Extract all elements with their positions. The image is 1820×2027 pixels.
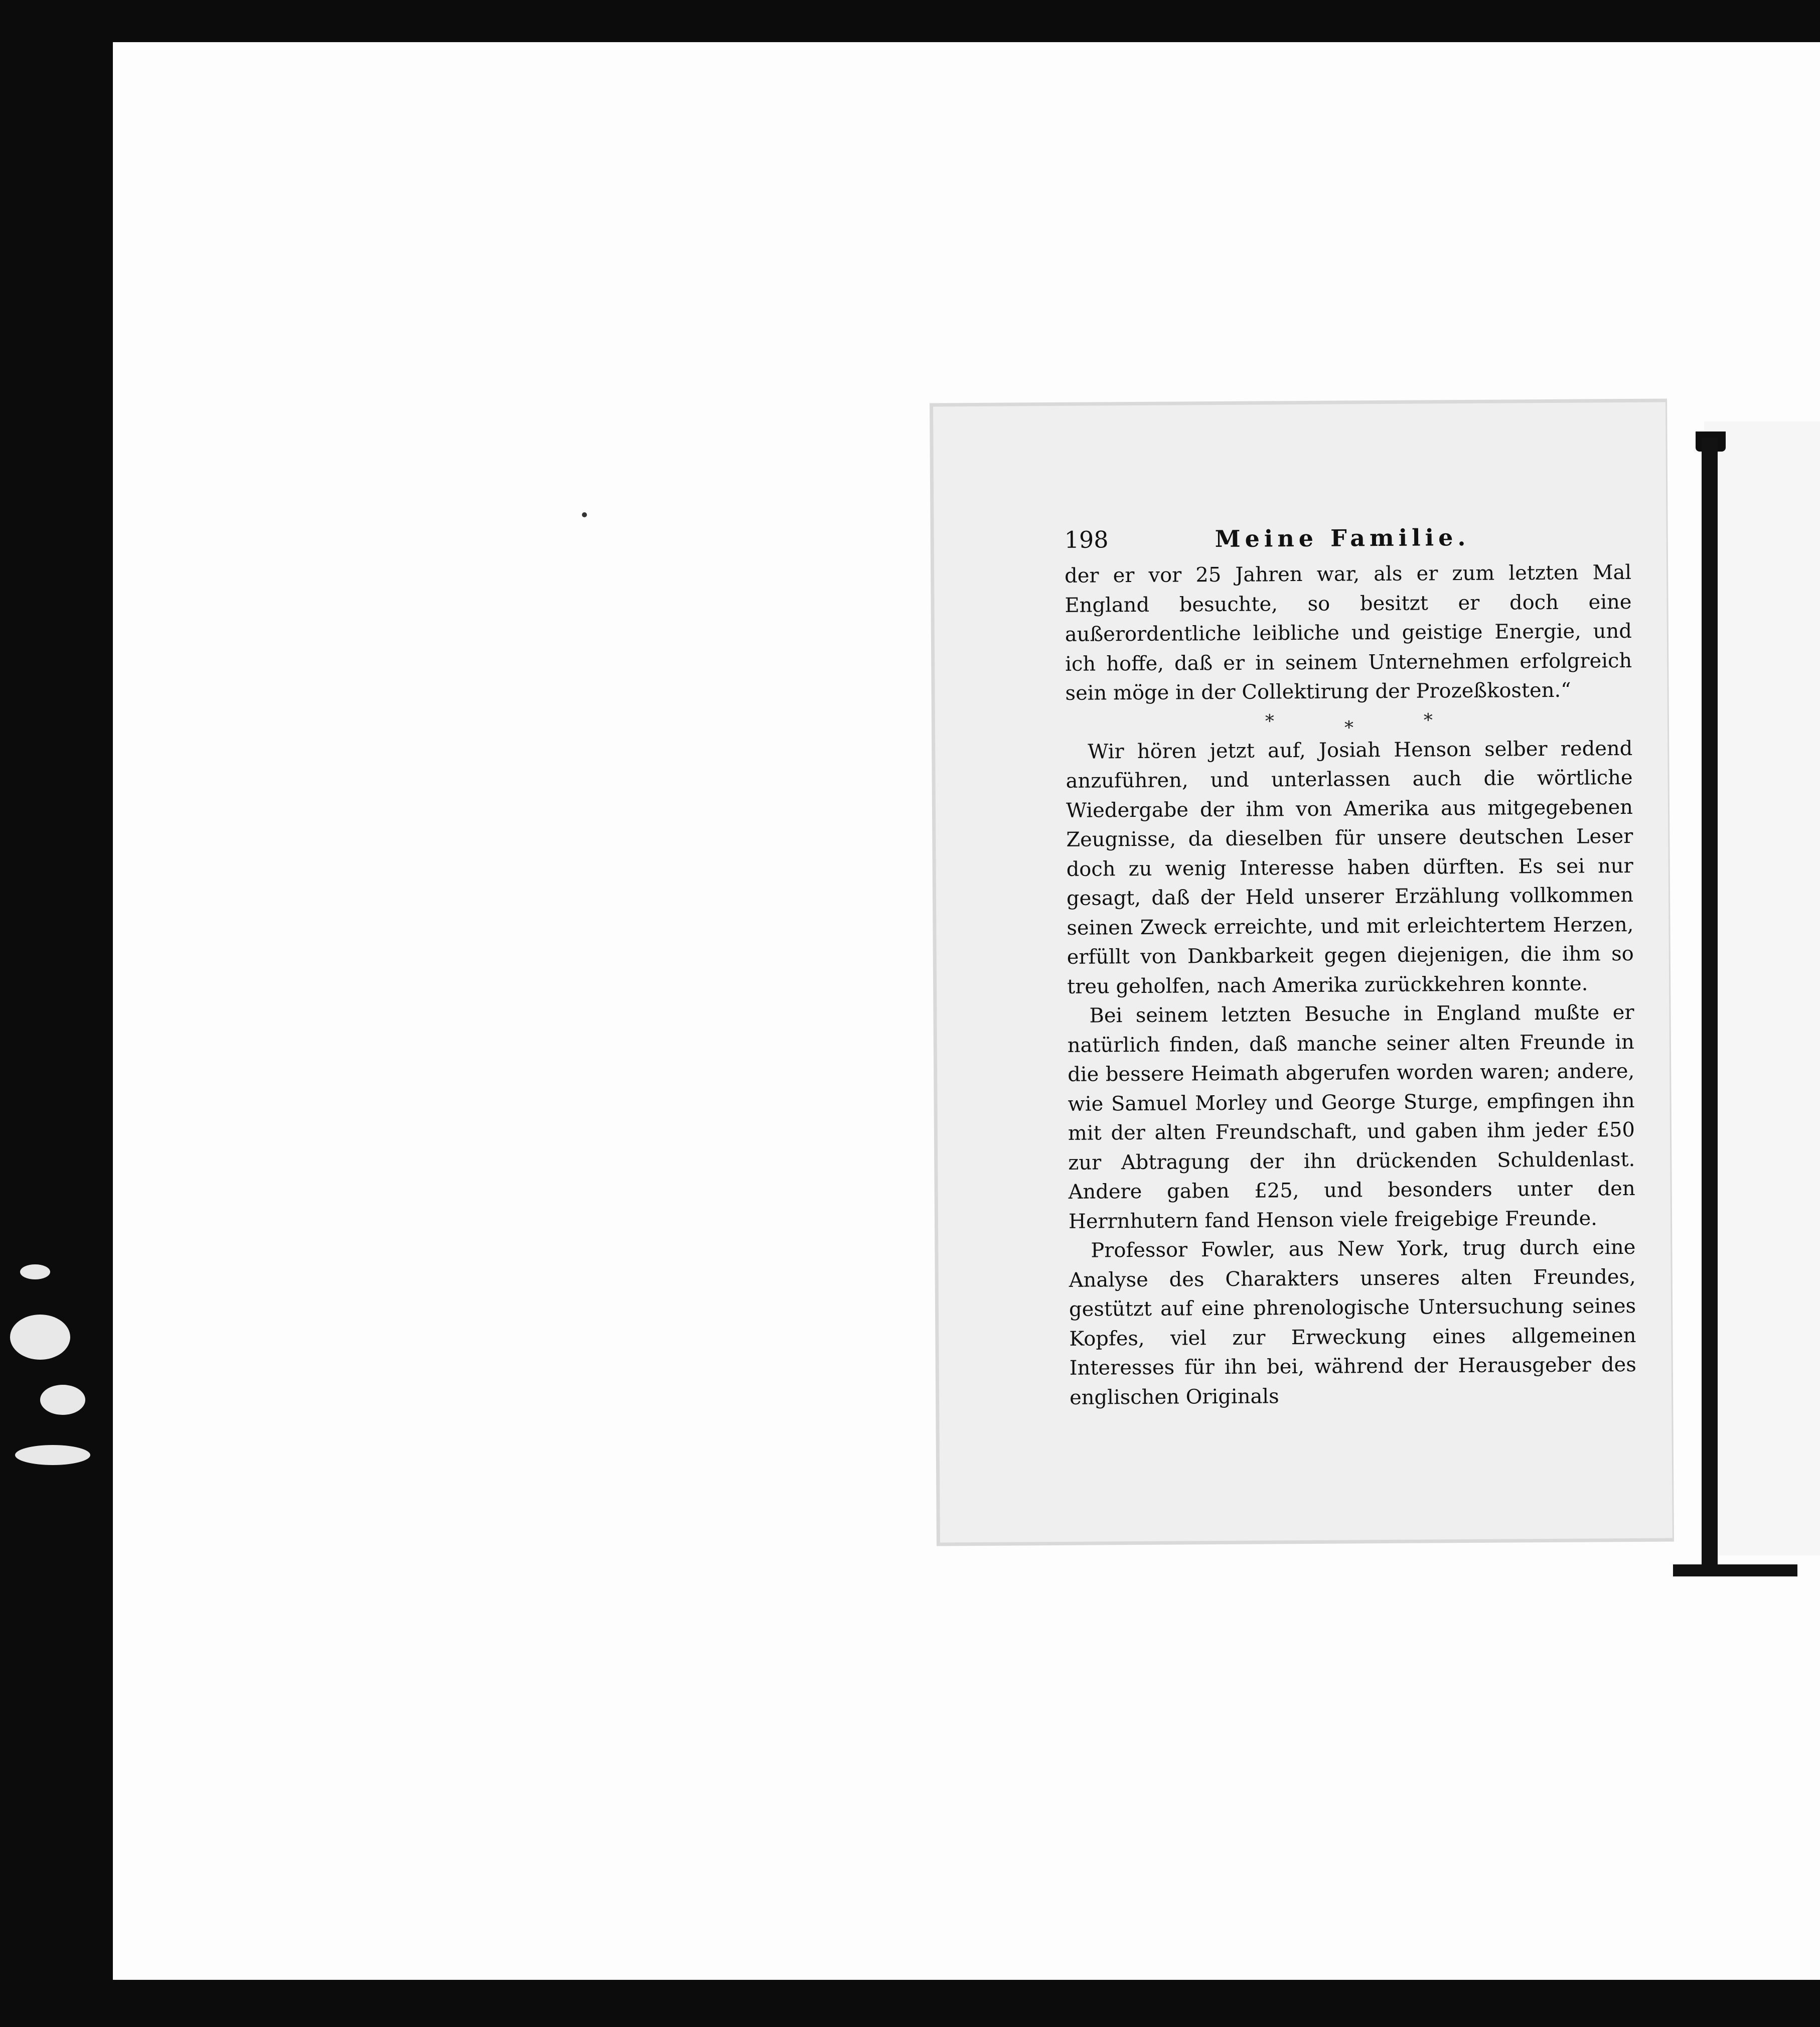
dust-mark [582, 512, 587, 517]
paragraph: Bei seinem letzten Besuche in England mußte er natürlich finden, daß manche seiner alten Freunde in die bessere Heimath abgerufen worden waren; andere, wie Samuel Morley und George Sturge, empfingen ihn mit der alten Freundschaft, und gaben ihm jeder £50 zur Abtragung der ihn drückenden Schuldenlast. Andere gaben £25, und besonders unter den Herrnhutern fand Henson viele freigebige Freunde. [1067, 1000, 1635, 1233]
running-head [1065, 523, 1631, 561]
book-clamp-foot [1673, 1564, 1797, 1576]
facing-page-edge [1704, 421, 1820, 1555]
film-speck [15, 1445, 90, 1465]
paragraph: Wir hören jetzt auf, Josiah Henson selber redend anzuführen, und unterlassen auch die wörtliche Wiedergabe der ihm von Amerika aus mitgegebenen Zeugnisse, da dieselben für unsere deutschen Leser doch zu wenig Interesse haben dürften. Es sei nur gesagt, daß der Held unserer Erzählung vollkommen seinen Zweck erreichte, und mit erleichtertem Herzen, erfüllt von Dankbarkeit gegen diejenigen, die ihm so treu geholfen, nach Amerika zurückkehren konnte. [1066, 737, 1634, 998]
paragraph: der er vor 25 Jahren war, als er zum letzten Mal England besuchte, so besitzt er doch eine außerordentliche leibliche und geistige Energie, und ich hoffe, daß er in seinem Unternehmen erfolgreich sein möge in der Collektirung der Prozeßkosten.“ [1065, 560, 1632, 705]
body-text [1065, 558, 1636, 1412]
book-page [933, 402, 1673, 1543]
section-break [1066, 704, 1632, 737]
chapter-title: Meine Familie. [1215, 523, 1470, 553]
film-speck [20, 1264, 50, 1279]
paragraph: Professor Fowler, aus New York, trug durch eine Analyse des Charakters unseres alten Freundes, gestützt auf eine phrenologische Untersuchung seines Kopfes, viel zur Erweckung eines allgemeinen Interesses für ihn bei, während der Herausgeber des englischen Originals [1069, 1235, 1636, 1409]
film-speck [40, 1385, 85, 1415]
asterisk: * [1344, 717, 1354, 738]
book-clamp-bar [1702, 438, 1718, 1567]
asterisk: * [1265, 710, 1275, 732]
text-block [1065, 523, 1637, 1412]
film-speck [10, 1315, 70, 1360]
page-number: 198 [1064, 526, 1109, 553]
asterisk: * [1423, 709, 1433, 731]
